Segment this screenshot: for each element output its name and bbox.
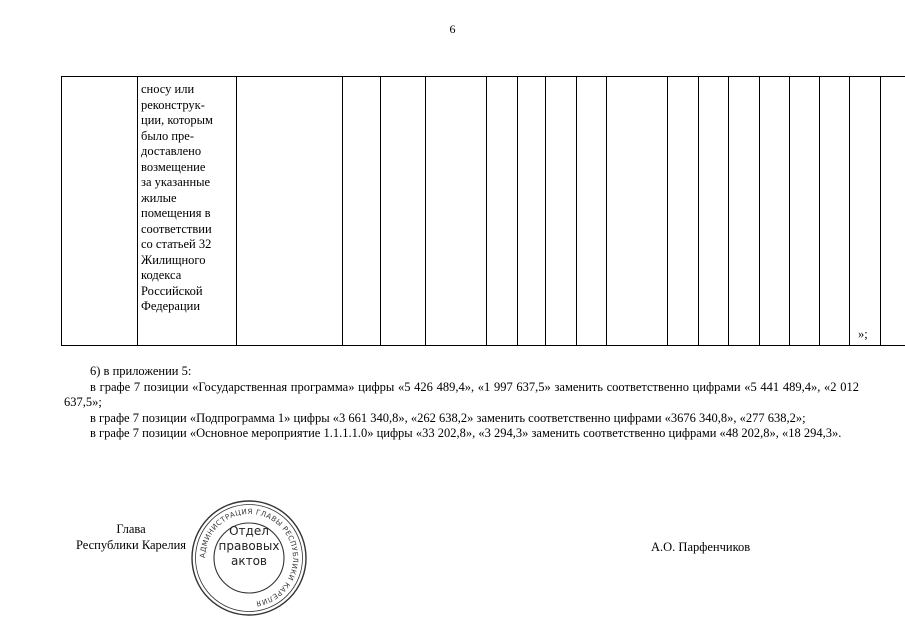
cell-line: Российской bbox=[141, 283, 203, 298]
cell-line: реконструк- bbox=[141, 97, 205, 112]
table-cell bbox=[343, 77, 381, 346]
signatory-title bbox=[64, 522, 198, 553]
signer-name: А.О. Парфенчиков bbox=[651, 540, 751, 554]
cell-line: доставлено bbox=[141, 144, 202, 158]
cell-line: Жилищного bbox=[141, 252, 206, 267]
cell-line: жилые bbox=[141, 190, 177, 205]
table-cell bbox=[881, 77, 905, 346]
cell-line: за указанные bbox=[141, 175, 211, 189]
signatory-title-line2: Республики Карелия bbox=[75, 537, 187, 552]
cell-line: помещения в bbox=[141, 206, 211, 220]
stamp-line: Отдел bbox=[229, 524, 269, 538]
cell-line: Федерации bbox=[141, 299, 201, 313]
table-cell bbox=[426, 77, 487, 346]
svg-text:АДМИНИСТРАЦИЯ ГЛАВЫ РЕСПУБЛИКИ: АДМИНИСТРАЦИЯ ГЛАВЫ РЕСПУБЛИКИ КАРЕЛИЯ bbox=[197, 506, 301, 609]
amendment-text bbox=[64, 364, 859, 442]
table-cell bbox=[820, 77, 850, 346]
paragraph: в графе 7 позиции «Подпрограмма 1» цифры «3 661 340,8», «262 638,2» заменить соответственно цифрами «3676 340,8», «277 638,2»; bbox=[90, 410, 806, 425]
table-cell bbox=[790, 77, 820, 346]
paragraph: в графе 7 позиции «Государственная программа» цифры «5 426 489,4», «1 997 637,5» заменить соответственно цифрами «5 441 489,4», «2 012 637,5»; bbox=[64, 379, 859, 409]
cell-line: было пре- bbox=[141, 128, 195, 143]
table-closing-quote: »; bbox=[858, 327, 868, 341]
table-cell bbox=[699, 77, 729, 346]
cell-line: соответствии bbox=[141, 221, 212, 236]
table-cell bbox=[518, 77, 546, 346]
cell-line: кодекса bbox=[141, 268, 182, 282]
cell-line: возмещение bbox=[141, 159, 206, 174]
table-cell bbox=[381, 77, 426, 346]
table-cell bbox=[668, 77, 699, 346]
table-cell bbox=[487, 77, 518, 346]
table-row bbox=[62, 77, 905, 346]
cell-line: сносу или bbox=[141, 82, 195, 96]
table-cell bbox=[546, 77, 577, 346]
page-number: 6 bbox=[449, 22, 456, 36]
table-cell bbox=[729, 77, 760, 346]
stamp-line: правовых bbox=[218, 539, 280, 553]
cell-text bbox=[138, 77, 236, 315]
table-cell bbox=[62, 77, 138, 346]
stamp-line: актов bbox=[230, 554, 267, 568]
table-cell bbox=[850, 77, 881, 346]
paragraph: в графе 7 позиции «Основное мероприятие 1.1.1.1.0» цифры «33 202,8», «3 294,3» заменить соответственно цифрами «48 202,8», «18 294,3». bbox=[90, 426, 842, 440]
continuation-table bbox=[61, 76, 905, 346]
cell-line: ции, которым bbox=[141, 113, 213, 127]
table-cell bbox=[577, 77, 607, 346]
table-cell bbox=[760, 77, 790, 346]
paragraph-heading: 6) в приложении 5: bbox=[90, 364, 192, 378]
official-stamp bbox=[188, 497, 310, 619]
stamp-inner-text bbox=[188, 524, 310, 569]
table-cell bbox=[607, 77, 668, 346]
cell-line: со статьей 32 bbox=[141, 237, 212, 251]
table-cell bbox=[237, 77, 343, 346]
signatory-title-line1: Глава bbox=[116, 522, 146, 536]
table-cell-name bbox=[138, 77, 237, 346]
